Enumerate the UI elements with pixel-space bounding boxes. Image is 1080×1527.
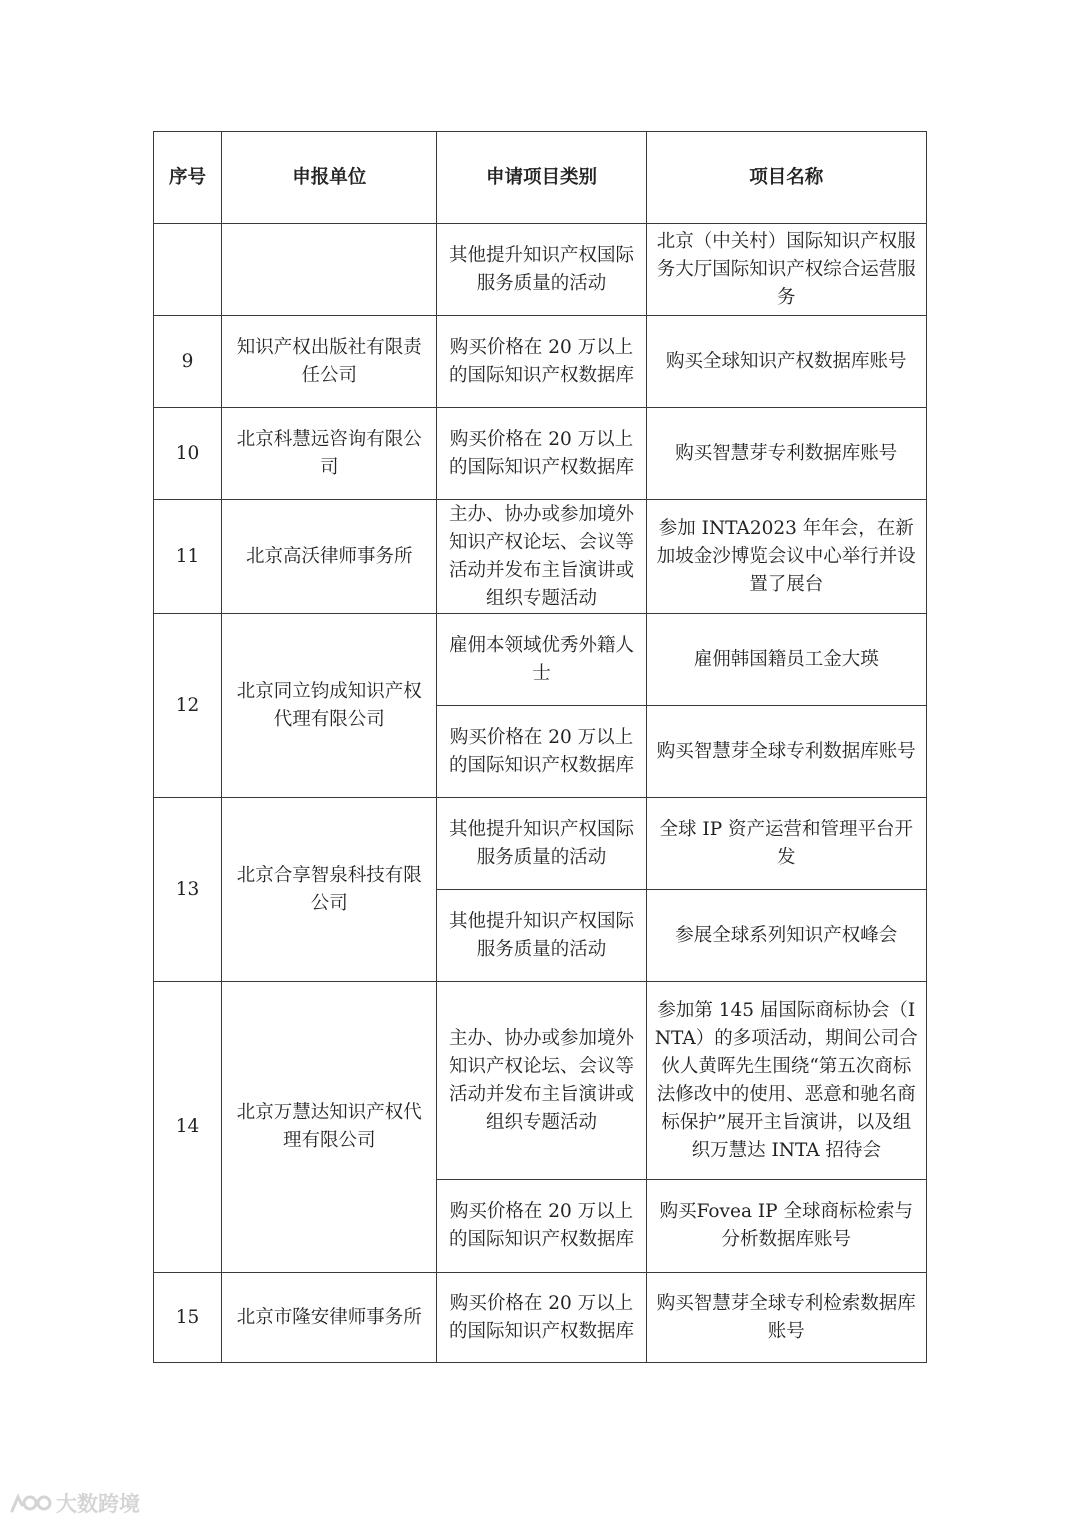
table-row [154, 798, 927, 890]
row-category: 雇佣本领域优秀外籍人士 [437, 614, 646, 706]
row-unit: 知识产权出版社有限责任公司 [222, 316, 437, 408]
row-no: 11 [154, 500, 222, 614]
table-row [154, 982, 927, 1180]
header-category: 申请项目类别 [437, 132, 646, 224]
row-unit [222, 224, 437, 316]
watermark-text: 大数跨境 [56, 1492, 140, 1516]
row-project: 参加 INTA2023 年年会，在新加坡金沙博览会议中心举行并设置了展台 [646, 500, 926, 614]
row-no: 12 [154, 614, 222, 798]
row-category: 购买价格在 20 万以上的国际知识产权数据库 [437, 408, 646, 500]
project-table [153, 131, 927, 1363]
row-project: 购买Fovea IP 全球商标检索与分析数据库账号 [646, 1180, 926, 1273]
row-no [154, 224, 222, 316]
row-category: 购买价格在 20 万以上的国际知识产权数据库 [437, 316, 646, 408]
row-category: 主办、协办或参加境外知识产权论坛、会议等活动并发布主旨演讲或组织专题活动 [437, 982, 646, 1180]
row-no: 10 [154, 408, 222, 500]
row-no: 15 [154, 1273, 222, 1363]
row-category: 其他提升知识产权国际服务质量的活动 [437, 798, 646, 890]
row-category: 购买价格在 20 万以上的国际知识产权数据库 [437, 706, 646, 798]
row-project: 购买智慧芽全球专利检索数据库账号 [646, 1273, 926, 1363]
row-project: 北京（中关村）国际知识产权服务大厅国际知识产权综合运营服务 [646, 224, 926, 316]
table-row [154, 408, 927, 500]
row-no: 13 [154, 798, 222, 982]
row-project: 购买智慧芽专利数据库账号 [646, 408, 926, 500]
row-category: 购买价格在 20 万以上的国际知识产权数据库 [437, 1180, 646, 1273]
table-header-row [154, 132, 927, 224]
row-category: 其他提升知识产权国际服务质量的活动 [437, 224, 646, 316]
table-row [154, 224, 927, 316]
watermark [8, 1488, 140, 1518]
row-project: 购买智慧芽全球专利数据库账号 [646, 706, 926, 798]
table-row [154, 500, 927, 614]
header-no: 序号 [154, 132, 222, 224]
table-row [154, 316, 927, 408]
header-unit: 申报单位 [222, 132, 437, 224]
row-category: 购买价格在 20 万以上的国际知识产权数据库 [437, 1273, 646, 1363]
row-unit: 北京市隆安律师事务所 [222, 1273, 437, 1363]
row-no: 14 [154, 982, 222, 1273]
watermark-logo-icon [8, 1491, 52, 1515]
row-project: 参加第 145 届国际商标协会（INTA）的多项活动，期间公司合伙人黄晖先生围绕“第五次商标法修改中的使用、恶意和驰名商标保护”展开主旨演讲，以及组织万慧达 INTA 招待会 [646, 982, 926, 1180]
table-row [154, 1273, 927, 1363]
row-project: 购买全球知识产权数据库账号 [646, 316, 926, 408]
row-unit: 北京科慧远咨询有限公司 [222, 408, 437, 500]
row-project: 雇佣韩国籍员工金大瑛 [646, 614, 926, 706]
row-project: 参展全球系列知识产权峰会 [646, 890, 926, 982]
row-category: 主办、协办或参加境外知识产权论坛、会议等活动并发布主旨演讲或组织专题活动 [437, 500, 646, 614]
row-category: 其他提升知识产权国际服务质量的活动 [437, 890, 646, 982]
row-unit: 北京合享智泉科技有限公司 [222, 798, 437, 982]
row-unit: 北京高沃律师事务所 [222, 500, 437, 614]
row-unit: 北京万慧达知识产权代理有限公司 [222, 982, 437, 1273]
row-unit: 北京同立钧成知识产权代理有限公司 [222, 614, 437, 798]
row-project: 全球 IP 资产运营和管理平台开发 [646, 798, 926, 890]
header-project: 项目名称 [646, 132, 926, 224]
row-no: 9 [154, 316, 222, 408]
table-row [154, 614, 927, 706]
